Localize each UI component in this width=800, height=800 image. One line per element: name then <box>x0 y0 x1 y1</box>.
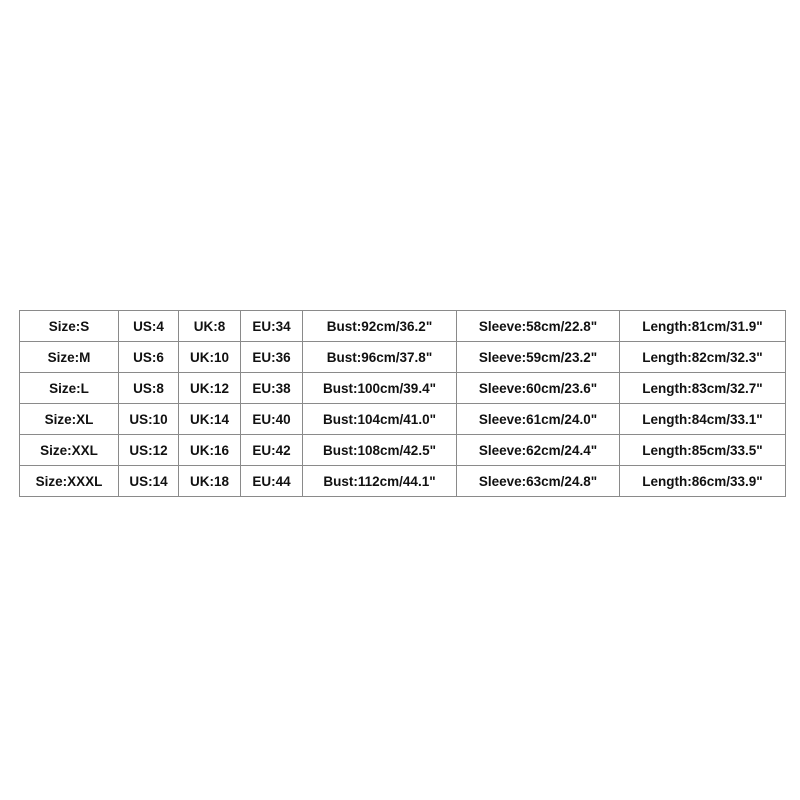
table-row <box>20 466 786 497</box>
sleeve-cell: Sleeve:62cm/24.4" <box>457 435 620 466</box>
sleeve-cell: Sleeve:58cm/22.8" <box>457 311 620 342</box>
length-cell: Length:86cm/33.9" <box>620 466 786 497</box>
us-cell: US:4 <box>119 311 179 342</box>
uk-cell: UK:10 <box>179 342 241 373</box>
eu-cell: EU:42 <box>241 435 303 466</box>
sleeve-cell: Sleeve:59cm/23.2" <box>457 342 620 373</box>
uk-cell: UK:16 <box>179 435 241 466</box>
uk-cell: UK:8 <box>179 311 241 342</box>
us-cell: US:8 <box>119 373 179 404</box>
us-cell: US:10 <box>119 404 179 435</box>
bust-cell: Bust:104cm/41.0" <box>303 404 457 435</box>
table-row <box>20 435 786 466</box>
size-chart-table <box>19 310 786 497</box>
table-row <box>20 311 786 342</box>
size-cell: Size:XXXL <box>20 466 119 497</box>
length-cell: Length:81cm/31.9" <box>620 311 786 342</box>
sleeve-cell: Sleeve:61cm/24.0" <box>457 404 620 435</box>
bust-cell: Bust:100cm/39.4" <box>303 373 457 404</box>
size-cell: Size:XL <box>20 404 119 435</box>
size-cell: Size:M <box>20 342 119 373</box>
eu-cell: EU:44 <box>241 466 303 497</box>
eu-cell: EU:34 <box>241 311 303 342</box>
us-cell: US:6 <box>119 342 179 373</box>
bust-cell: Bust:96cm/37.8" <box>303 342 457 373</box>
bust-cell: Bust:92cm/36.2" <box>303 311 457 342</box>
sleeve-cell: Sleeve:60cm/23.6" <box>457 373 620 404</box>
uk-cell: UK:14 <box>179 404 241 435</box>
sleeve-cell: Sleeve:63cm/24.8" <box>457 466 620 497</box>
length-cell: Length:83cm/32.7" <box>620 373 786 404</box>
length-cell: Length:85cm/33.5" <box>620 435 786 466</box>
eu-cell: EU:40 <box>241 404 303 435</box>
bust-cell: Bust:112cm/44.1" <box>303 466 457 497</box>
us-cell: US:14 <box>119 466 179 497</box>
size-cell: Size:S <box>20 311 119 342</box>
length-cell: Length:84cm/33.1" <box>620 404 786 435</box>
table-row <box>20 342 786 373</box>
uk-cell: UK:12 <box>179 373 241 404</box>
table-row <box>20 373 786 404</box>
eu-cell: EU:38 <box>241 373 303 404</box>
size-cell: Size:L <box>20 373 119 404</box>
eu-cell: EU:36 <box>241 342 303 373</box>
us-cell: US:12 <box>119 435 179 466</box>
length-cell: Length:82cm/32.3" <box>620 342 786 373</box>
size-cell: Size:XXL <box>20 435 119 466</box>
bust-cell: Bust:108cm/42.5" <box>303 435 457 466</box>
uk-cell: UK:18 <box>179 466 241 497</box>
table-row <box>20 404 786 435</box>
